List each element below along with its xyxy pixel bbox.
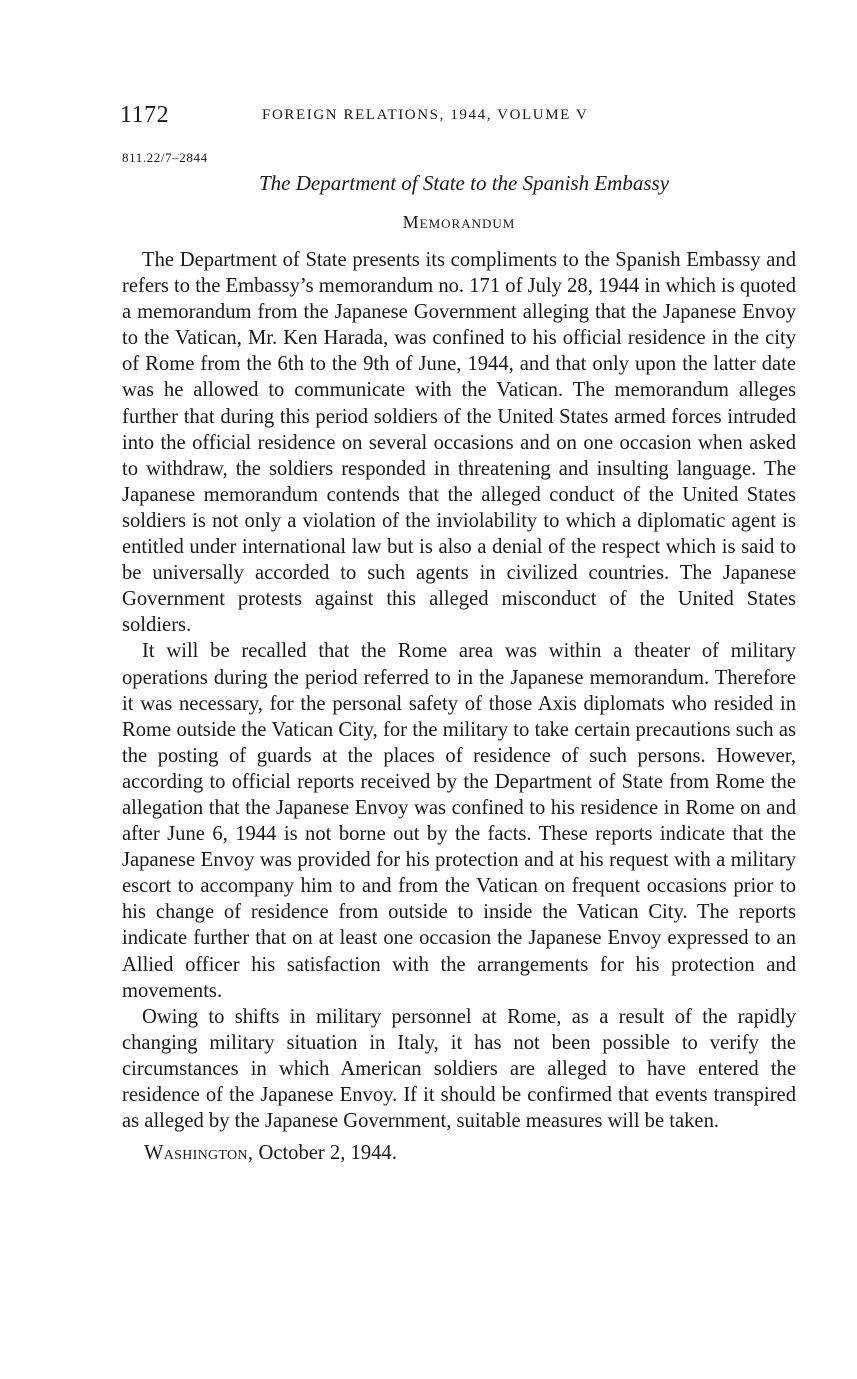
closing-line: [122, 1140, 796, 1166]
closing-place: Washington,: [144, 1142, 254, 1165]
running-head: [122, 100, 796, 140]
closing-date: October 2, 1944.: [258, 1142, 397, 1165]
running-title: FOREIGN RELATIONS, 1944, VOLUME V: [262, 107, 589, 123]
paragraph: It will be recalled that the Rome area was within a theater of military operations during the period referred to in the Japanese memorandum. Therefore it was necessary, for the personal safety of those Axis diplomats who resided in Rome outside the Vatican City, for the military to take certain precautions such as the posting of guards at the places of residence of such persons. However, according to official reports received by the Department of State from Rome the allegation that the Japanese Envoy was confined to his residence in Rome on and after June 6, 1944 is not borne out by the facts. These reports indicate that the Japanese Envoy was provided for his protection and at his request with a military escort to accompany him to and from the Vatican on frequent occasions prior to his change of residence from outside to inside the Vatican City. The reports indicate further that on at least one occasion the Japanese Envoy expressed to an Allied officer his satisfaction with the arrangements for his protection and movements.: [122, 640, 796, 1002]
document-title: The Department of State to the Spanish Embassy: [258, 171, 670, 195]
body-text: [122, 247, 796, 1134]
page-number: 1172: [120, 102, 170, 128]
document-type: Memorandum: [402, 212, 516, 232]
paragraph: The Department of State presents its compliments to the Spanish Embassy and refers to the Embassy’s memorandum no. 171 of July 28, 1944 in which is quoted a memorandum from the Japanese Government alleging that the Japanese Envoy to the Vatican, Mr. Ken Harada, was confined to his official residence in the city of Rome from the 6th to the 9th of June, 1944, and that only upon the latter date was he allowed to communicate with the Vatican. The memorandum alleges further that during this period soldiers of the United States armed forces intruded into the official residence on several occasions and on one occasion when asked to withdraw, the soldiers responded in threatening and insulting language. The Japanese memorandum contends that the alleged conduct of the United States soldiers is not only a violation of the inviolability to which a diplomatic agent is entitled under international law but is also a denial of the respect which is said to be universally accorded to such agents in civilized countries. The Japanese Government protests against this alleged misconduct of the United States soldiers.: [122, 249, 796, 637]
paragraph: Owing to shifts in military personnel at Rome, as a result of the rapidly changing military situation in Italy, it has not been possible to verify the circumstances in which American soldiers are alleged to have entered the residence of the Japanese Envoy. If it should be confirmed that events transpired as alleged by the Japanese Government, suitable measures will be taken.: [122, 1005, 796, 1133]
file-number: 811.22/7–2844: [122, 150, 208, 165]
document-page: [122, 100, 796, 1166]
